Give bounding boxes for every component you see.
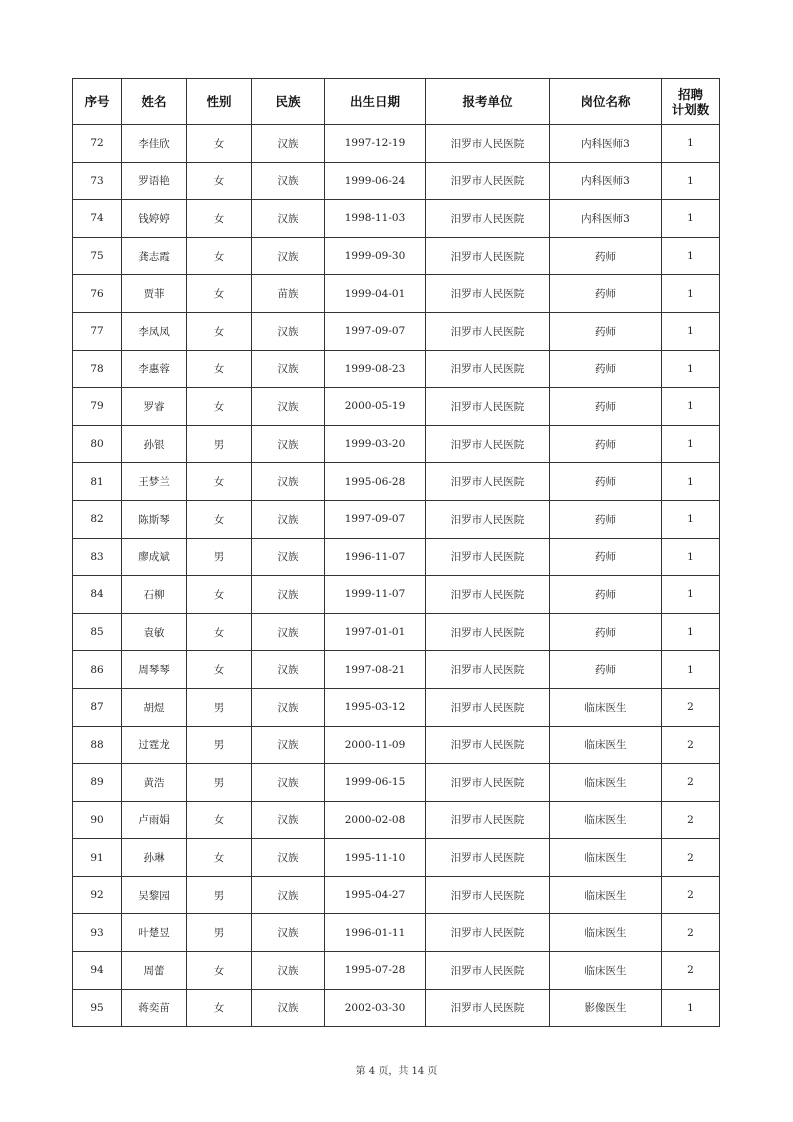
- cell-birthdate: 1999-08-23: [325, 350, 426, 388]
- cell-ethnicity: 汉族: [252, 952, 325, 990]
- cell-name: 李惠蓉: [122, 350, 187, 388]
- cell-plan: 1: [662, 463, 720, 501]
- cell-gender: 女: [187, 952, 252, 990]
- cell-position: 临床医生: [550, 839, 662, 877]
- cell-gender: 男: [187, 425, 252, 463]
- cell-position: 药师: [550, 425, 662, 463]
- cell-gender: 男: [187, 914, 252, 952]
- cell-seq: 88: [73, 726, 122, 764]
- table-row: [73, 726, 720, 764]
- cell-seq: 77: [73, 312, 122, 350]
- cell-position: 临床医生: [550, 801, 662, 839]
- cell-unit: 汨罗市人民医院: [426, 350, 550, 388]
- cell-ethnicity: 汉族: [252, 425, 325, 463]
- cell-position: 药师: [550, 651, 662, 689]
- cell-seq: 90: [73, 801, 122, 839]
- cell-name: 蒋奕苗: [122, 989, 187, 1027]
- cell-gender: 女: [187, 989, 252, 1027]
- cell-seq: 81: [73, 463, 122, 501]
- cell-unit: 汨罗市人民医院: [426, 463, 550, 501]
- cell-seq: 91: [73, 839, 122, 877]
- page-footer: 第 4 页，共 14 页: [355, 1066, 438, 1077]
- cell-ethnicity: 汉族: [252, 613, 325, 651]
- cell-gender: 女: [187, 839, 252, 877]
- cell-birthdate: 1997-09-07: [325, 500, 426, 538]
- cell-name: 罗睿: [122, 388, 187, 426]
- cell-birthdate: 1996-01-11: [325, 914, 426, 952]
- cell-position: 临床医生: [550, 764, 662, 802]
- cell-position: 药师: [550, 312, 662, 350]
- cell-unit: 汨罗市人民医院: [426, 237, 550, 275]
- cell-name: 卢雨娟: [122, 801, 187, 839]
- cell-plan: 1: [662, 651, 720, 689]
- table-row: [73, 275, 720, 313]
- cell-gender: 男: [187, 764, 252, 802]
- cell-name: 周琴琴: [122, 651, 187, 689]
- cell-name: 龚志霞: [122, 237, 187, 275]
- cell-unit: 汨罗市人民医院: [426, 275, 550, 313]
- cell-seq: 87: [73, 688, 122, 726]
- table-row: [73, 914, 720, 952]
- table-row: [73, 651, 720, 689]
- cell-plan: 2: [662, 801, 720, 839]
- cell-name: 李凤凤: [122, 312, 187, 350]
- cell-unit: 汨罗市人民医院: [426, 876, 550, 914]
- cell-ethnicity: 汉族: [252, 801, 325, 839]
- cell-birthdate: 1999-06-24: [325, 162, 426, 200]
- cell-birthdate: 1995-04-27: [325, 876, 426, 914]
- header-plan: [662, 79, 720, 125]
- cell-unit: 汨罗市人民医院: [426, 162, 550, 200]
- cell-gender: 女: [187, 200, 252, 238]
- cell-gender: 女: [187, 388, 252, 426]
- cell-unit: 汨罗市人民医院: [426, 576, 550, 614]
- table-row: [73, 989, 720, 1027]
- cell-name: 贾菲: [122, 275, 187, 313]
- cell-position: 药师: [550, 388, 662, 426]
- cell-seq: 89: [73, 764, 122, 802]
- cell-ethnicity: 汉族: [252, 312, 325, 350]
- cell-plan: 1: [662, 425, 720, 463]
- candidate-table: [72, 78, 720, 1027]
- table-row: [73, 952, 720, 990]
- cell-unit: 汨罗市人民医院: [426, 125, 550, 163]
- cell-ethnicity: 汉族: [252, 876, 325, 914]
- cell-plan: 1: [662, 162, 720, 200]
- cell-name: 钱婷婷: [122, 200, 187, 238]
- cell-name: 周蕾: [122, 952, 187, 990]
- table-row: [73, 237, 720, 275]
- cell-unit: 汨罗市人民医院: [426, 801, 550, 839]
- table-row: [73, 688, 720, 726]
- cell-position: 临床医生: [550, 876, 662, 914]
- cell-ethnicity: 汉族: [252, 688, 325, 726]
- cell-plan: 2: [662, 764, 720, 802]
- cell-seq: 95: [73, 989, 122, 1027]
- cell-plan: 2: [662, 876, 720, 914]
- cell-gender: 女: [187, 576, 252, 614]
- cell-name: 叶楚昱: [122, 914, 187, 952]
- cell-ethnicity: 汉族: [252, 463, 325, 501]
- table-row: [73, 350, 720, 388]
- cell-ethnicity: 汉族: [252, 989, 325, 1027]
- cell-position: 临床医生: [550, 914, 662, 952]
- cell-unit: 汨罗市人民医院: [426, 200, 550, 238]
- cell-ethnicity: 汉族: [252, 726, 325, 764]
- cell-ethnicity: 汉族: [252, 125, 325, 163]
- cell-gender: 男: [187, 876, 252, 914]
- cell-birthdate: 1997-12-19: [325, 125, 426, 163]
- cell-ethnicity: 苗族: [252, 275, 325, 313]
- cell-position: 内科医师3: [550, 125, 662, 163]
- cell-gender: 女: [187, 125, 252, 163]
- header-name: 姓名: [122, 79, 187, 125]
- cell-position: 药师: [550, 613, 662, 651]
- cell-seq: 79: [73, 388, 122, 426]
- cell-seq: 80: [73, 425, 122, 463]
- cell-gender: 女: [187, 500, 252, 538]
- cell-seq: 92: [73, 876, 122, 914]
- cell-birthdate: 2000-02-08: [325, 801, 426, 839]
- cell-birthdate: 1997-09-07: [325, 312, 426, 350]
- table-row: [73, 425, 720, 463]
- cell-seq: 82: [73, 500, 122, 538]
- cell-name: 陈斯琴: [122, 500, 187, 538]
- cell-birthdate: 1999-11-07: [325, 576, 426, 614]
- cell-seq: 94: [73, 952, 122, 990]
- cell-seq: 85: [73, 613, 122, 651]
- header-gender: 性别: [187, 79, 252, 125]
- cell-unit: 汨罗市人民医院: [426, 989, 550, 1027]
- cell-seq: 78: [73, 350, 122, 388]
- cell-seq: 75: [73, 237, 122, 275]
- cell-name: 袁敏: [122, 613, 187, 651]
- cell-birthdate: 1999-03-20: [325, 425, 426, 463]
- cell-ethnicity: 汉族: [252, 237, 325, 275]
- cell-seq: 84: [73, 576, 122, 614]
- cell-unit: 汨罗市人民医院: [426, 613, 550, 651]
- cell-unit: 汨罗市人民医院: [426, 726, 550, 764]
- cell-unit: 汨罗市人民医院: [426, 538, 550, 576]
- cell-name: 吴黎园: [122, 876, 187, 914]
- cell-seq: 76: [73, 275, 122, 313]
- table-row: [73, 576, 720, 614]
- cell-plan: 2: [662, 839, 720, 877]
- cell-birthdate: 1999-09-30: [325, 237, 426, 275]
- cell-seq: 83: [73, 538, 122, 576]
- cell-position: 临床医生: [550, 688, 662, 726]
- cell-name: 孙银: [122, 425, 187, 463]
- table-row: [73, 613, 720, 651]
- cell-plan: 2: [662, 952, 720, 990]
- table-row: [73, 876, 720, 914]
- cell-seq: 93: [73, 914, 122, 952]
- cell-ethnicity: 汉族: [252, 388, 325, 426]
- cell-seq: 86: [73, 651, 122, 689]
- table-row: [73, 125, 720, 163]
- table-row: [73, 538, 720, 576]
- cell-ethnicity: 汉族: [252, 839, 325, 877]
- cell-gender: 女: [187, 312, 252, 350]
- cell-unit: 汨罗市人民医院: [426, 312, 550, 350]
- header-plan-line2: 计划数: [671, 101, 710, 117]
- cell-gender: 女: [187, 237, 252, 275]
- cell-gender: 女: [187, 801, 252, 839]
- cell-unit: 汨罗市人民医院: [426, 952, 550, 990]
- table-row: [73, 463, 720, 501]
- header-seq: 序号: [73, 79, 122, 125]
- cell-position: 内科医师3: [550, 162, 662, 200]
- header-ethnicity: 民族: [252, 79, 325, 125]
- cell-plan: 1: [662, 538, 720, 576]
- cell-plan: 1: [662, 200, 720, 238]
- cell-position: 药师: [550, 237, 662, 275]
- header-birthdate: 出生日期: [325, 79, 426, 125]
- table-body: [73, 125, 720, 1027]
- cell-name: 胡煜: [122, 688, 187, 726]
- table-row: [73, 801, 720, 839]
- cell-position: 药师: [550, 275, 662, 313]
- cell-ethnicity: 汉族: [252, 914, 325, 952]
- table-row: [73, 388, 720, 426]
- cell-birthdate: 1997-01-01: [325, 613, 426, 651]
- cell-birthdate: 2000-05-19: [325, 388, 426, 426]
- cell-unit: 汨罗市人民医院: [426, 388, 550, 426]
- cell-plan: 1: [662, 576, 720, 614]
- table-row: [73, 764, 720, 802]
- cell-name: 廖成斌: [122, 538, 187, 576]
- cell-position: 药师: [550, 500, 662, 538]
- table-row: [73, 162, 720, 200]
- cell-gender: 女: [187, 275, 252, 313]
- cell-birthdate: 1996-11-07: [325, 538, 426, 576]
- cell-gender: 男: [187, 538, 252, 576]
- cell-plan: 2: [662, 726, 720, 764]
- cell-position: 内科医师3: [550, 200, 662, 238]
- cell-plan: 2: [662, 688, 720, 726]
- cell-birthdate: 1995-06-28: [325, 463, 426, 501]
- cell-position: 临床医生: [550, 952, 662, 990]
- cell-plan: 2: [662, 914, 720, 952]
- cell-unit: 汨罗市人民医院: [426, 839, 550, 877]
- cell-gender: 女: [187, 463, 252, 501]
- cell-seq: 72: [73, 125, 122, 163]
- cell-birthdate: 1999-06-15: [325, 764, 426, 802]
- cell-name: 王梦兰: [122, 463, 187, 501]
- table-row: [73, 839, 720, 877]
- cell-ethnicity: 汉族: [252, 200, 325, 238]
- cell-unit: 汨罗市人民医院: [426, 500, 550, 538]
- cell-name: 李佳欣: [122, 125, 187, 163]
- cell-name: 石柳: [122, 576, 187, 614]
- cell-unit: 汨罗市人民医院: [426, 425, 550, 463]
- cell-seq: 73: [73, 162, 122, 200]
- table-header-row: [73, 79, 720, 125]
- cell-unit: 汨罗市人民医院: [426, 764, 550, 802]
- cell-plan: 1: [662, 500, 720, 538]
- header-position: 岗位名称: [550, 79, 662, 125]
- cell-birthdate: 1997-08-21: [325, 651, 426, 689]
- cell-name: 过霆龙: [122, 726, 187, 764]
- cell-gender: 女: [187, 162, 252, 200]
- cell-birthdate: 1995-03-12: [325, 688, 426, 726]
- cell-birthdate: 2002-03-30: [325, 989, 426, 1027]
- table-row: [73, 200, 720, 238]
- cell-birthdate: 2000-11-09: [325, 726, 426, 764]
- cell-ethnicity: 汉族: [252, 162, 325, 200]
- cell-position: 临床医生: [550, 726, 662, 764]
- cell-plan: 1: [662, 125, 720, 163]
- cell-gender: 女: [187, 651, 252, 689]
- header-plan-line1: 招聘: [677, 86, 703, 102]
- cell-birthdate: 1998-11-03: [325, 200, 426, 238]
- cell-ethnicity: 汉族: [252, 500, 325, 538]
- cell-ethnicity: 汉族: [252, 764, 325, 802]
- cell-gender: 女: [187, 613, 252, 651]
- cell-plan: 1: [662, 312, 720, 350]
- cell-position: 药师: [550, 350, 662, 388]
- cell-seq: 74: [73, 200, 122, 238]
- cell-ethnicity: 汉族: [252, 538, 325, 576]
- cell-gender: 男: [187, 688, 252, 726]
- cell-unit: 汨罗市人民医院: [426, 688, 550, 726]
- cell-ethnicity: 汉族: [252, 576, 325, 614]
- cell-position: 影像医生: [550, 989, 662, 1027]
- cell-plan: 1: [662, 989, 720, 1027]
- cell-position: 药师: [550, 538, 662, 576]
- cell-unit: 汨罗市人民医院: [426, 914, 550, 952]
- cell-plan: 1: [662, 275, 720, 313]
- cell-position: 药师: [550, 576, 662, 614]
- cell-name: 罗语艳: [122, 162, 187, 200]
- cell-ethnicity: 汉族: [252, 350, 325, 388]
- cell-ethnicity: 汉族: [252, 651, 325, 689]
- cell-plan: 1: [662, 613, 720, 651]
- cell-name: 黄浩: [122, 764, 187, 802]
- cell-birthdate: 1995-11-10: [325, 839, 426, 877]
- table-row: [73, 500, 720, 538]
- cell-birthdate: 1999-04-01: [325, 275, 426, 313]
- cell-plan: 1: [662, 237, 720, 275]
- cell-position: 药师: [550, 463, 662, 501]
- table-row: [73, 312, 720, 350]
- header-unit: 报考单位: [426, 79, 550, 125]
- cell-unit: 汨罗市人民医院: [426, 651, 550, 689]
- cell-name: 孙琳: [122, 839, 187, 877]
- cell-gender: 男: [187, 726, 252, 764]
- cell-birthdate: 1995-07-28: [325, 952, 426, 990]
- cell-gender: 女: [187, 350, 252, 388]
- cell-plan: 1: [662, 350, 720, 388]
- cell-plan: 1: [662, 388, 720, 426]
